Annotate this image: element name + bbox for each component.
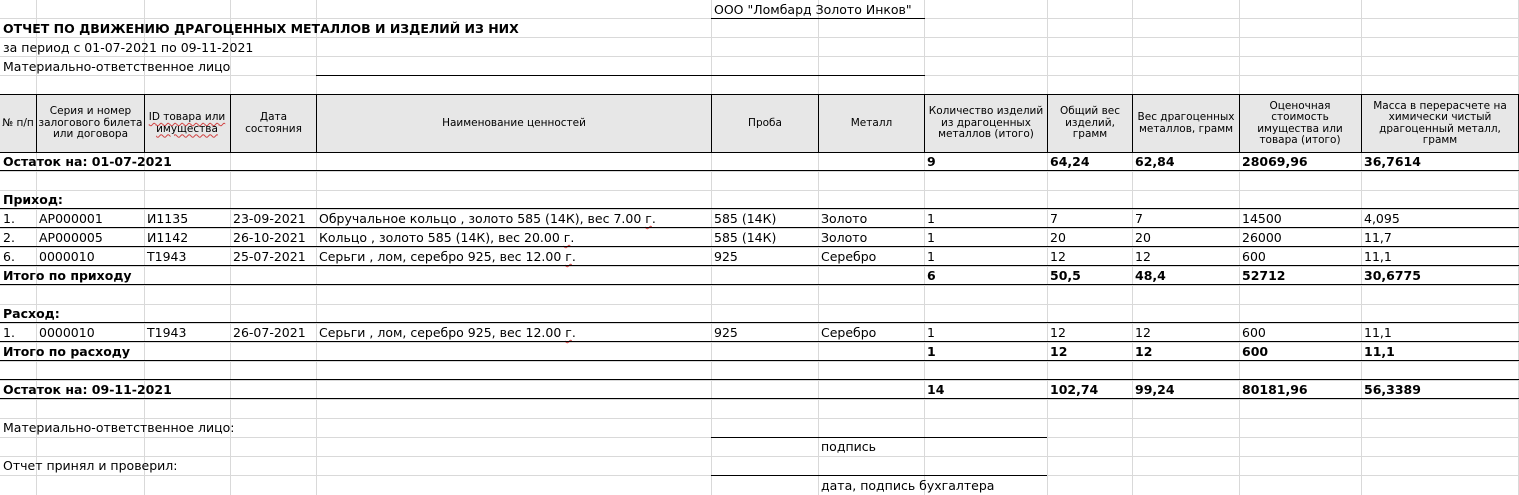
income-total-pure-mass: 30,6775 [1364, 268, 1421, 283]
col-header-pure-mass: Масса в перерасчете на химически чистый драгоценный металл, грамм [1373, 99, 1507, 146]
row-date: 23-09-2021 [233, 211, 306, 226]
border-line [36, 94, 37, 152]
row-cost: 600 [1242, 249, 1266, 264]
border-line [0, 227, 1519, 228]
border-line [0, 208, 1519, 209]
border-line [0, 265, 1519, 266]
border-line [924, 94, 925, 152]
row-metal: Серебро [821, 249, 877, 264]
expense-total-weight: 12 [1050, 344, 1068, 359]
row-id: И1135 [147, 211, 189, 226]
row-total-weight: 7 [1050, 211, 1058, 226]
row-name-unit: г [563, 230, 571, 245]
gridline-h [0, 456, 1519, 457]
border-line [1239, 94, 1240, 152]
border-line [1132, 94, 1133, 152]
gridline-h [0, 190, 1519, 191]
row-name-unit: г [645, 211, 652, 226]
expense-total-label: Итого по расходу [3, 344, 131, 359]
col-header-id-text: ID товара или имущества [148, 111, 226, 135]
row-cost: 14500 [1242, 211, 1282, 226]
row-pure-mass: 4,095 [1364, 211, 1400, 226]
row-metal: Серебро [821, 325, 877, 340]
border-line [0, 341, 1519, 342]
col-header-cost: Оценочная стоимость имущества или товара (итого) [1257, 99, 1343, 146]
row-date: 26-10-2021 [233, 230, 306, 245]
border-line [0, 360, 1519, 361]
row-cost: 26000 [1242, 230, 1282, 245]
row-qty: 1 [927, 230, 935, 245]
row-metal-weight: 20 [1135, 230, 1151, 245]
footer-responsible-label: Материально-ответственное лицо: [3, 420, 235, 435]
income-section-label: Приход: [3, 192, 63, 207]
col-header-date: Дата состояния [245, 111, 302, 135]
row-num: 6. [3, 249, 15, 264]
row-name-main: Серьги , лом, серебро 925, вес 12.00 [319, 249, 566, 264]
closing-pure-mass: 56,3389 [1364, 382, 1421, 397]
border-line [0, 152, 1519, 153]
row-name-unit: г [565, 249, 572, 264]
gridline-h [0, 304, 1519, 305]
border-line [0, 170, 1519, 171]
income-total-qty: 6 [927, 268, 936, 283]
gridline-h [0, 266, 1519, 267]
row-date: 25-07-2021 [233, 249, 306, 264]
expense-total-cost: 600 [1242, 344, 1269, 359]
col-header-series: Серия и номер залогового билета или договора [38, 105, 143, 141]
row-probe: 585 (14К) [714, 211, 777, 226]
row-name [319, 228, 574, 247]
row-name-tail: . [571, 249, 576, 264]
closing-metal-weight: 99,24 [1135, 382, 1175, 397]
border-line [0, 94, 1519, 95]
expense-total-qty: 1 [927, 344, 936, 359]
expense-total-pure-mass: 11,1 [1364, 344, 1395, 359]
closing-cost: 80181,96 [1242, 382, 1308, 397]
row-num: 1. [3, 325, 15, 340]
col-header-total-weight: Общий вес изделий, грамм [1059, 105, 1121, 141]
col-header-probe: Проба [748, 116, 782, 129]
border-line [0, 322, 1519, 323]
col-header-num: № п/п [2, 116, 34, 129]
col-header-metal: Металл [850, 116, 893, 129]
col-header-id [145, 95, 229, 152]
border-line [711, 94, 712, 152]
border-line [0, 379, 1519, 380]
row-pure-mass: 11,7 [1364, 230, 1392, 245]
col-header-metal-weight: Вес драгоценных металлов, грамм [1137, 111, 1235, 135]
row-name-unit: г [565, 325, 572, 340]
row-name-main: Кольцо , золото 585 (14К), вес 20.00 [319, 230, 564, 245]
row-name [319, 209, 656, 228]
income-total-label: Итого по приходу [3, 268, 132, 283]
row-pure-mass: 11,1 [1364, 249, 1392, 264]
expense-total-metal-weight: 12 [1135, 344, 1153, 359]
gridline-h [0, 361, 1519, 362]
row-id: Т1943 [147, 325, 187, 340]
opening-total-weight: 64,24 [1050, 154, 1090, 169]
expense-section-label: Расход: [3, 306, 60, 321]
row-probe: 585 (14К) [714, 230, 777, 245]
gridline-h [0, 323, 1519, 324]
report-period: за период с 01-07-2021 по 09-11-2021 [3, 40, 254, 55]
border-line [818, 94, 819, 152]
report-title: ОТЧЕТ ПО ДВИЖЕНИЮ ДРАГОЦЕННЫХ МЕТАЛЛОВ И ИЗДЕЛИЙ ИЗ НИХ [3, 21, 519, 36]
row-cost: 600 [1242, 325, 1266, 340]
signature-caption: подпись [821, 439, 876, 454]
opening-balance-label: Остаток на: 01-07-2021 [3, 154, 172, 169]
responsible-person-label: Материально-ответственное лицо [3, 59, 231, 74]
closing-balance-label: Остаток на: 09-11-2021 [3, 382, 172, 397]
row-probe: 925 [714, 249, 738, 264]
border-line [711, 18, 925, 19]
row-metal-weight: 12 [1135, 249, 1151, 264]
gridline-h [0, 247, 1519, 248]
row-name-tail: . [571, 325, 576, 340]
gridline-h [0, 342, 1519, 343]
row-total-weight: 12 [1050, 249, 1066, 264]
accountant-signature-caption: дата, подпись бухгалтера [821, 478, 995, 493]
row-num: 1. [3, 211, 15, 226]
income-total-cost: 52712 [1242, 268, 1286, 283]
row-name-tail: . [570, 230, 575, 245]
row-total-weight: 12 [1050, 325, 1066, 340]
opening-qty: 9 [927, 154, 936, 169]
row-name-main: Серьги , лом, серебро 925, вес 12.00 [319, 325, 566, 340]
opening-metal-weight: 62,84 [1135, 154, 1175, 169]
row-metal-weight: 7 [1135, 211, 1143, 226]
row-metal: Золото [821, 230, 868, 245]
row-total-weight: 20 [1050, 230, 1066, 245]
income-total-metal-weight: 48,4 [1135, 268, 1166, 283]
border-line [711, 475, 1047, 476]
border-line [316, 75, 925, 76]
income-total-weight: 50,5 [1050, 268, 1081, 283]
row-probe: 925 [714, 325, 738, 340]
opening-pure-mass: 36,7614 [1364, 154, 1421, 169]
row-qty: 1 [927, 325, 935, 340]
border-line [230, 94, 231, 152]
row-series: 0000010 [39, 325, 95, 340]
border-line [0, 284, 1519, 285]
border-line [316, 94, 317, 152]
row-name [319, 323, 576, 342]
col-header-qty: Количество изделий из драгоценных металлов (итого) [928, 105, 1044, 141]
row-metal: Золото [821, 211, 868, 226]
col-header-name: Наименование ценностей [442, 116, 586, 129]
row-date: 26-07-2021 [233, 325, 306, 340]
row-name [319, 247, 576, 266]
row-id: Т1943 [147, 249, 187, 264]
gridline-h [0, 285, 1519, 286]
border-line [144, 94, 145, 152]
organization-name: ООО "Ломбард Золото Инков" [714, 2, 912, 17]
row-series: 0000010 [39, 249, 95, 264]
closing-qty: 14 [927, 382, 945, 397]
border-line [711, 437, 1047, 438]
row-series: АР000005 [39, 230, 103, 245]
border-line [1361, 94, 1362, 152]
gridline-h [0, 399, 1519, 400]
border-line [1047, 94, 1048, 152]
closing-total-weight: 102,74 [1050, 382, 1099, 397]
row-qty: 1 [927, 249, 935, 264]
border-line [0, 398, 1519, 399]
row-series: АР000001 [39, 211, 103, 226]
opening-cost: 28069,96 [1242, 154, 1308, 169]
row-name-tail: . [651, 211, 656, 226]
row-pure-mass: 11,1 [1364, 325, 1392, 340]
row-num: 2. [3, 230, 15, 245]
row-metal-weight: 12 [1135, 325, 1151, 340]
gridline-h [0, 171, 1519, 172]
row-qty: 1 [927, 211, 935, 226]
row-id: И1142 [147, 230, 189, 245]
row-name-main: Обручальное кольцо , золото 585 (14К), вес 7.00 [319, 211, 646, 226]
accepted-by-label: Отчет принял и проверил: [3, 458, 178, 473]
border-line [0, 246, 1519, 247]
